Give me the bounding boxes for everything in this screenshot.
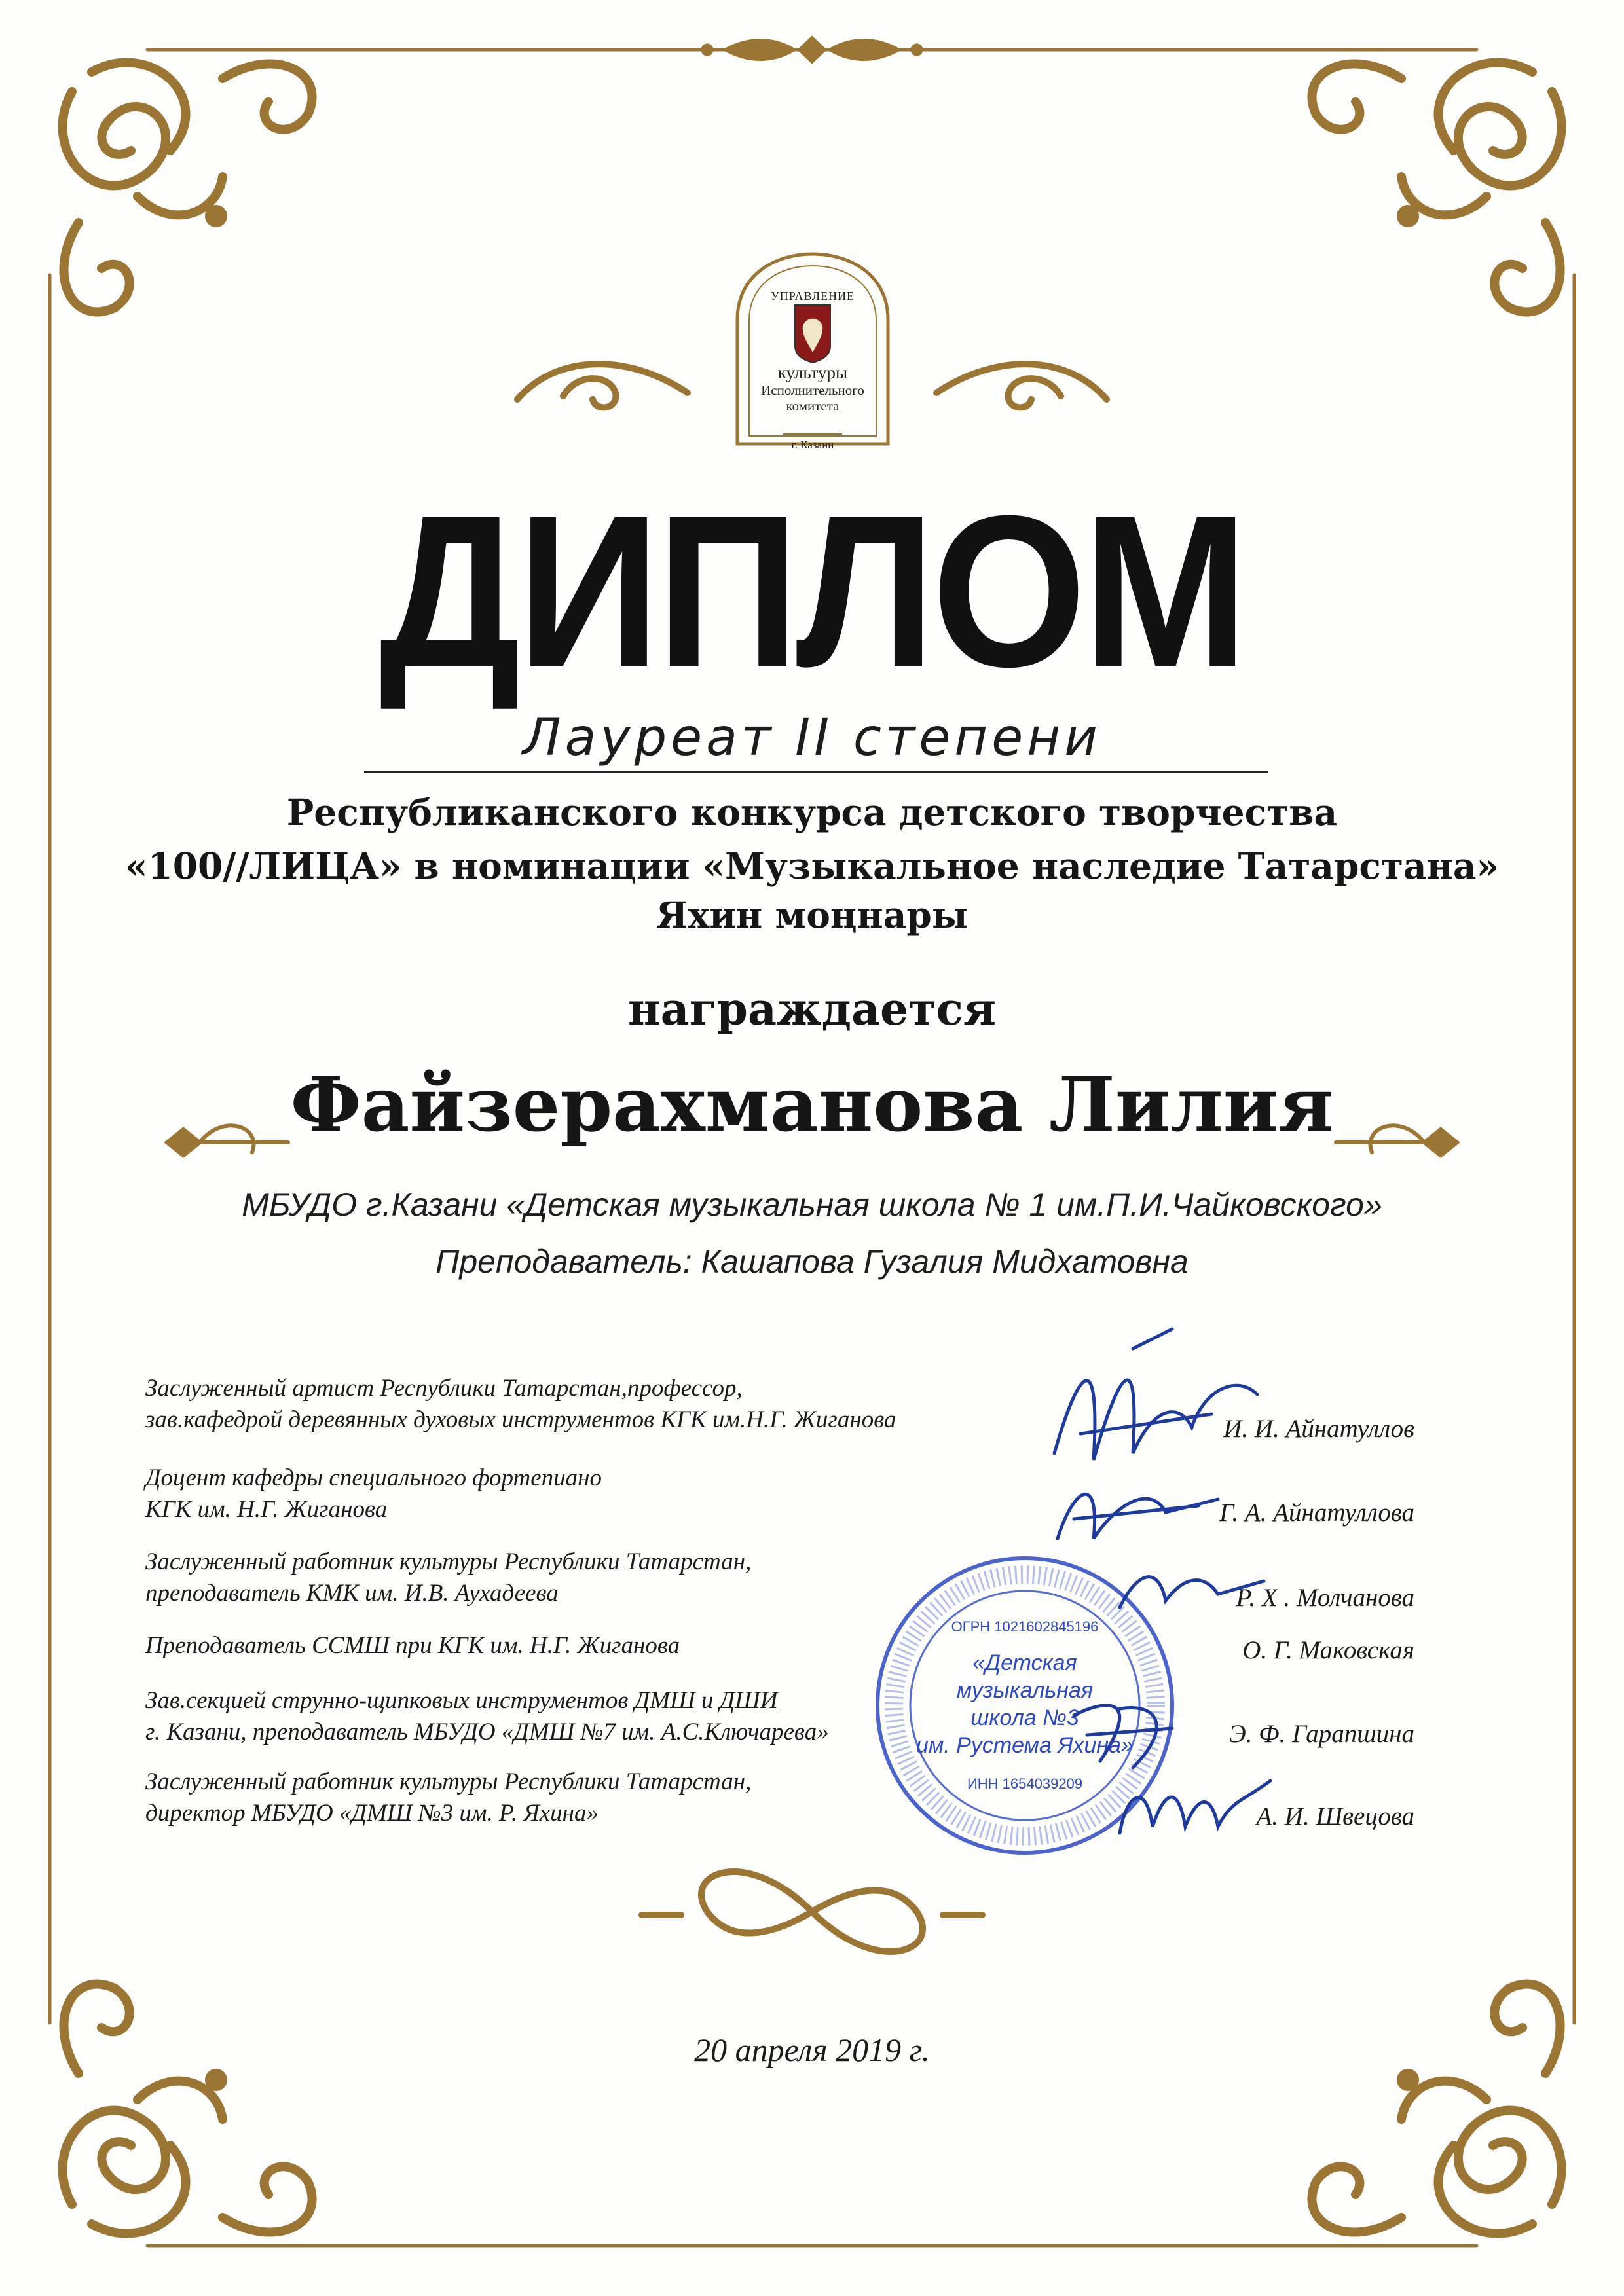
jury-name-3: Р. Х . Молчанова	[1236, 1584, 1414, 1612]
school-line: МБУДО г.Казани «Детская музыкальная школа № 1 им.П.И.Чайковского»	[242, 1186, 1382, 1223]
top-center-ornament	[701, 36, 923, 64]
bottom-center-flourish	[642, 1872, 982, 1952]
signature-6-icon	[1107, 1761, 1277, 1853]
logo-line-ispolnitelnogo: Исполнительного	[761, 382, 864, 398]
recipient-name: Файзерахманова Лилия	[290, 1061, 1334, 1148]
contest-line-2: «100//ЛИЦА» в номинации «Музыкальное наследие Татарстана»	[125, 845, 1499, 887]
corner-ornament-bottom-right	[1312, 1984, 1562, 2234]
stamp-line-2: музыкальная	[956, 1678, 1094, 1703]
jury-role-2: Доцент кафедры специального фортепиано КГК им. Н.Г. Жиганова	[145, 1465, 602, 1523]
jury-name-4: О. Г. Маковская	[1242, 1636, 1414, 1664]
stamp-ogrn: ОГРН 1021602845196	[951, 1618, 1099, 1635]
signature-1-icon	[1041, 1322, 1264, 1473]
corner-ornament-bottom-left	[63, 1984, 312, 2234]
jury-name-5: Э. Ф. Гарапшина	[1229, 1720, 1414, 1748]
signature-3-icon	[1113, 1555, 1270, 1620]
logo-line-kultury: культуры	[777, 363, 848, 382]
logo-line-city: г. Казани	[791, 439, 834, 451]
jury-name-2: Г. А. Айнатуллова	[1219, 1499, 1414, 1527]
jury-role-4: Преподаватель ССМШ при КГК им. Н.Г. Жиганова	[145, 1632, 680, 1659]
stamp-line-1: «Детская	[972, 1650, 1077, 1675]
awarded-label: награждается	[627, 983, 997, 1036]
teacher-line: Преподаватель: Кашапова Гузалия Мидхатовна	[435, 1243, 1189, 1280]
signature-2-icon	[1048, 1460, 1231, 1552]
diploma-date: 20 апреля 2019 г.	[694, 2032, 930, 2068]
logo-line-upravlenie: УПРАВЛЕНИЕ	[771, 289, 855, 302]
jury-role-1: Заслуженный артист Республики Татарстан,профессор, зав.кафедрой деревянных духовых инструментов КГК им.Н.Г. Жиганова	[145, 1375, 896, 1433]
jury-role-6: Заслуженный работник культуры Республики Татарстан, директор МБУДО «ДМШ №3 им. Р. Яхина»	[145, 1768, 752, 1827]
contest-line-3: Яхин моңнары	[655, 894, 969, 936]
jury-name-1: И. И. Айнатуллов	[1223, 1415, 1414, 1443]
jury-role-5: Зав.секцией струнно-щипковых инструментов ДМШ и ДШИ г. Казани, преподаватель МБУДО «ДМШ №7 им. А.С.Ключарева»	[145, 1687, 829, 1745]
award-degree-handwritten: Лауреат II степени	[523, 708, 1101, 767]
culture-department-logo	[724, 247, 901, 464]
stamp-line-4: им. Рустема Яхина»	[916, 1733, 1134, 1758]
logo-line-komiteta: комитета	[786, 398, 840, 414]
jury-role-3: Заслуженный работник культуры Республики Татарстан, преподаватель КМК им. И.В. Аухадеева	[145, 1548, 752, 1607]
logo-frame-icon	[724, 247, 901, 464]
corner-ornament-top-right	[1312, 63, 1562, 312]
diploma-title: ДИПЛОМ	[379, 470, 1245, 712]
contest-line-1: Республиканского конкурса детского творчества	[286, 791, 1338, 833]
jury-name-6: А. И. Швецова	[1256, 1802, 1414, 1831]
award-underline	[364, 771, 1268, 773]
corner-ornament-top-left	[63, 63, 312, 312]
stamp-line-3: школа №3	[970, 1705, 1079, 1730]
stamp-inn: ИНН 1654039209	[967, 1776, 1083, 1792]
